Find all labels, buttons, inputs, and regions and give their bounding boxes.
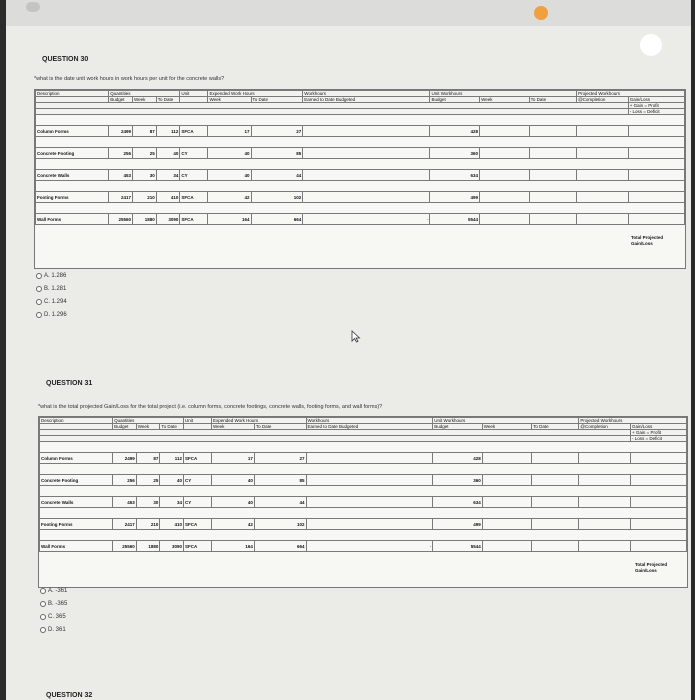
- question-30-prompt: *what is the date unit work hours in work hours per unit for the concrete walls?: [34, 76, 225, 82]
- option-d[interactable]: D. 1.296: [36, 308, 67, 321]
- question-30-spreadsheet: [34, 89, 686, 269]
- header-exp-week: Week: [208, 97, 251, 103]
- radio-button[interactable]: [40, 601, 46, 607]
- total-projected-label: Total Projected Gain/Loss: [635, 562, 668, 573]
- header-uw-week: Week: [480, 97, 530, 103]
- question-31-prompt: *what is the total projected Gain/Loss for the total project (i.e. column forms, concrete footings, concrete walls, footing forms, and wall forms)?: [38, 404, 383, 410]
- header-earned: Earned to Date Budgeted: [303, 97, 430, 103]
- table-row: Concrete Walls 453 30 34 CY 40 44 634: [36, 170, 685, 181]
- white-indicator-icon: [640, 34, 662, 56]
- question-30-table: [35, 90, 685, 225]
- table-row: Wall Forms 25560 1880 3090 SFCA 164 664 - 5544: [36, 214, 685, 225]
- question-31-title: QUESTION 31: [46, 380, 93, 387]
- header-workhours: Workhours: [303, 91, 430, 97]
- table-row: Concrete Footing 256 25 40 CY 40 85 360: [36, 148, 685, 159]
- header-exp-to-date: To Date: [251, 97, 303, 103]
- header-uw-budget: Budget: [430, 97, 480, 103]
- header-loss-deficit: - Loss = Deficit: [628, 109, 684, 115]
- radio-button[interactable]: [40, 588, 46, 594]
- header-projected: Projected Workhours: [577, 91, 685, 97]
- option-c[interactable]: C. 1.294: [36, 295, 67, 308]
- header-description: Description: [36, 91, 109, 97]
- mouse-cursor-icon: [351, 330, 361, 343]
- header-expended: Expended Work Hours: [208, 91, 303, 97]
- option-b[interactable]: B. -365: [40, 597, 67, 610]
- orange-indicator-icon: [534, 6, 548, 20]
- header-unit-workhours: Unit Workhours: [430, 91, 577, 97]
- table-row: Column Forms 2499 87 112 SFCA 17 27 428: [36, 126, 685, 137]
- question-32-title: QUESTION 32: [46, 692, 93, 699]
- header-unit: Unit: [180, 91, 208, 97]
- table-row: Concrete Footing 256 25 40 CY 40 85 360: [40, 475, 687, 486]
- total-projected-label: Total Projected Gain/Loss: [631, 235, 664, 246]
- option-b[interactable]: B. 1.281: [36, 282, 67, 295]
- table-row: Footing Forms 2417 210 410 SFCA 42 102 499: [36, 192, 685, 203]
- header-uw-to-date: To Date: [529, 97, 576, 103]
- question-31-table: Description Quantities Unit Expended Work Hours Workhours Unit Workhours Projected Workhours Budget Week To Date Week To Date Earned to Date Budgeted Budget Week To Date @Completion Gain/Loss + Gain = Profit - Loss = Deficit Column Forms 2499 87 112 SFCA 17 27 428 Concrete Footing 256 25 40 CY 40 85 360 Concrete Walls 453 30 34 CY 40 44 634 Footing Forms 2417 210 410 SFCA 42 102 499 Wall Forms 25560 1880 3090 SFCA 164 664 - 5544: [39, 417, 687, 552]
- option-c[interactable]: C. 365: [40, 610, 67, 623]
- browser-top-bar: [6, 0, 691, 26]
- question-30-options: [36, 269, 67, 321]
- radio-button[interactable]: [36, 286, 42, 292]
- radio-button[interactable]: [36, 299, 42, 305]
- table-row: Column Forms 2499 87 112 SFCA 17 27 428: [40, 453, 687, 464]
- header-budget: Budget: [109, 97, 133, 103]
- header-gain-profit: + Gain = Profit: [628, 103, 684, 109]
- option-d[interactable]: D. 361: [40, 623, 67, 636]
- table-row: Footing Forms 2417 210 410 SFCA 42 102 499: [40, 519, 687, 530]
- worksheet-page: [6, 0, 691, 700]
- browser-tab-indicator: [26, 2, 40, 12]
- question-31-options: [40, 584, 67, 636]
- header-gain-loss: Gain/Loss: [628, 97, 684, 103]
- option-a[interactable]: A. -361: [40, 584, 67, 597]
- header-completion: @Completion: [577, 97, 629, 103]
- question-31-spreadsheet: [38, 416, 688, 588]
- header-week: Week: [133, 97, 157, 103]
- header-quantities: Quantities: [109, 91, 180, 97]
- table-row: Wall Forms 25560 1880 3090 SFCA 164 664 - 5544: [40, 541, 687, 552]
- table-row: Concrete Walls 453 30 34 CY 40 44 634: [40, 497, 687, 508]
- option-a[interactable]: A. 1.286: [36, 269, 67, 282]
- radio-button[interactable]: [40, 627, 46, 633]
- radio-button[interactable]: [40, 614, 46, 620]
- question-30-title: QUESTION 30: [42, 56, 89, 63]
- radio-button[interactable]: [36, 312, 42, 318]
- header-to-date: To Date: [156, 97, 180, 103]
- radio-button[interactable]: [36, 273, 42, 279]
